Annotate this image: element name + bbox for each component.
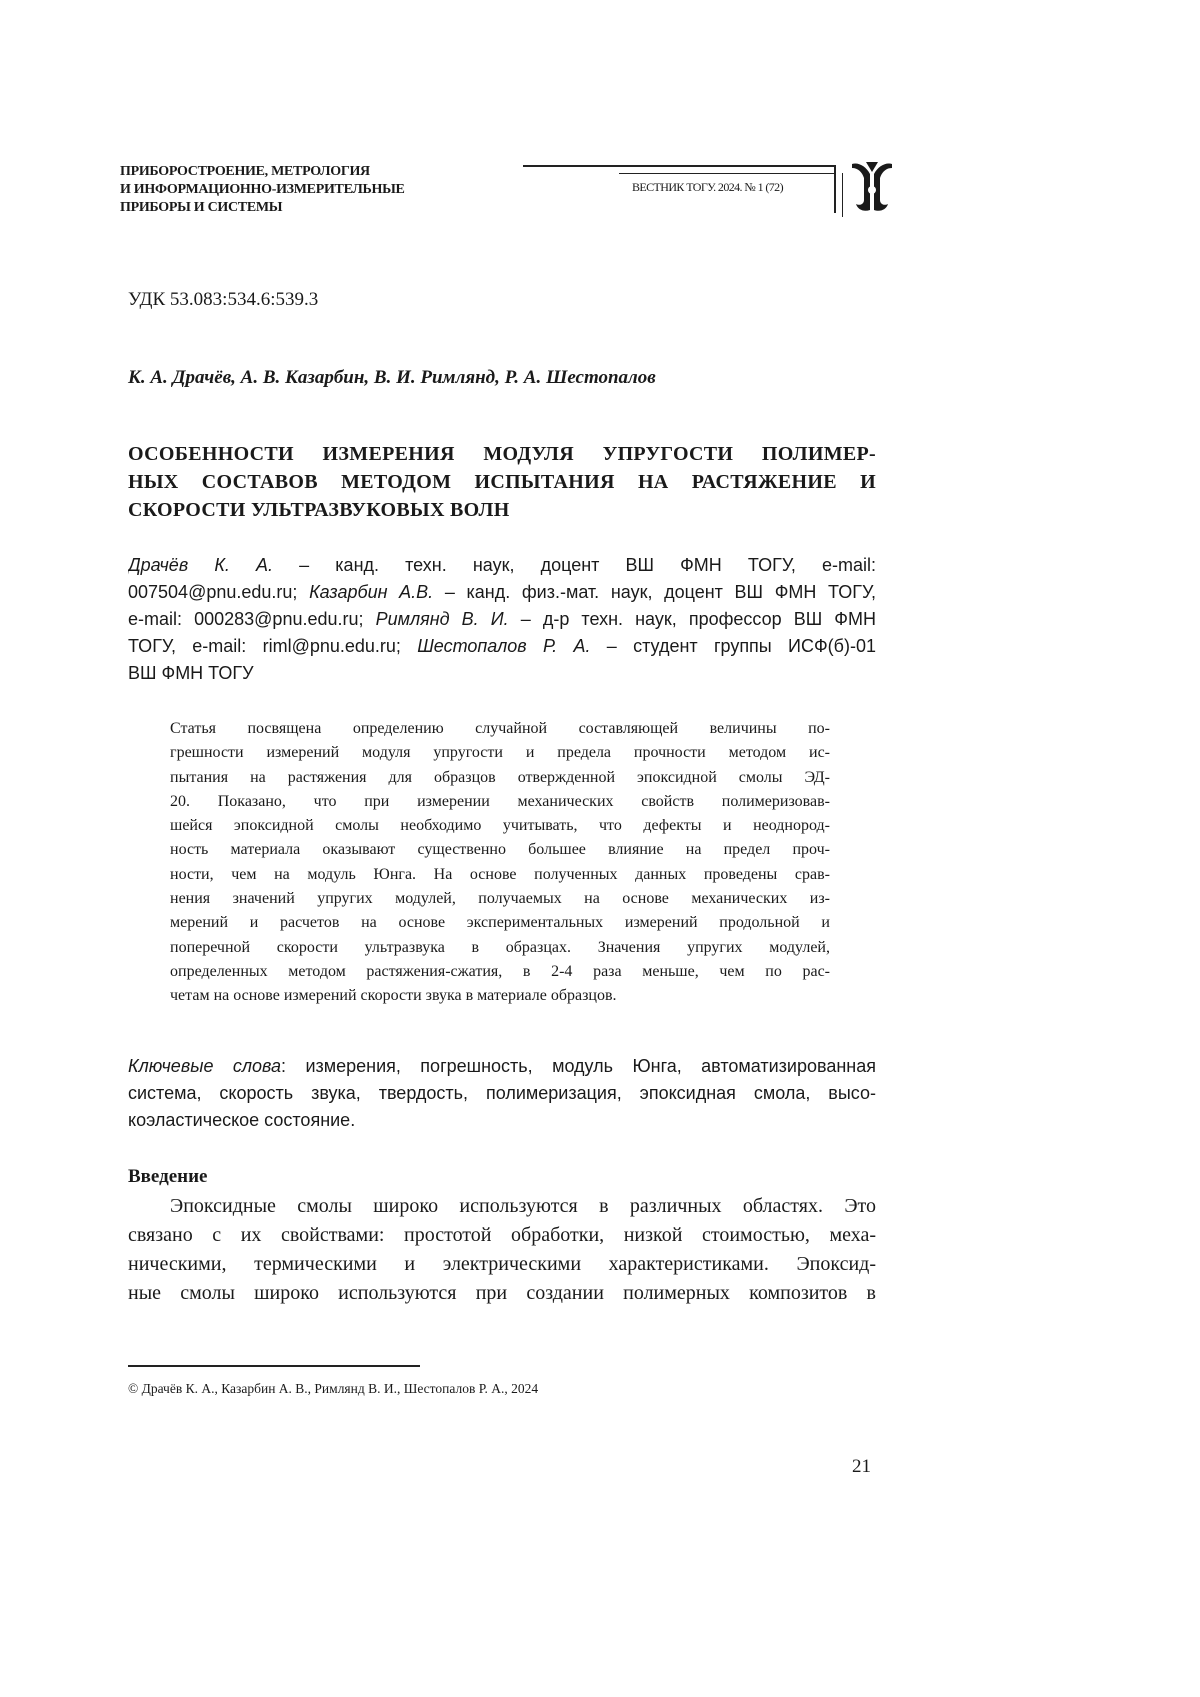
journal-section-header: [120, 163, 460, 217]
keywords-line: [128, 1053, 876, 1080]
togu-logo-icon: [848, 160, 896, 216]
authors: К. А. Драчёв, А. В. Казарбин, В. И. Римлянд, Р. А. Шестопалов: [128, 367, 656, 388]
affiliation-text: – студент группы ИСФ(б)-01: [590, 636, 876, 656]
author-name: Шестопалов Р. А.: [417, 636, 591, 656]
section-line-3: ПРИБОРЫ И СИСТЕМЫ: [120, 200, 283, 215]
abstract-line: шейся эпоксидной смолы необходимо учитывать, что дефекты и неоднород-: [170, 817, 830, 835]
abstract-line: мерений и расчетов на основе экспериментальных измерений продольной и: [170, 914, 830, 932]
affiliation-line: [128, 633, 876, 660]
section-line-2: И ИНФОРМАЦИОННО-ИЗМЕРИТЕЛЬНЫЕ: [120, 182, 405, 197]
title-line: СКОРОСТИ УЛЬТРАЗВУКОВЫХ ВОЛН: [128, 499, 510, 521]
header-rule: [523, 165, 835, 167]
title-line: НЫХ СОСТАВОВ МЕТОДОМ ИСПЫТАНИЯ НА РАСТЯЖЕНИЕ И: [128, 471, 876, 493]
abstract-line: нения значений упругих модулей, получаемых на основе механических из-: [170, 890, 830, 908]
header-divider: [834, 165, 836, 213]
affiliation-line: [128, 579, 876, 606]
author-affiliations: [128, 552, 876, 687]
keywords-text: : измерения, погрешность, модуль Юнга, автоматизированная: [281, 1056, 877, 1076]
article-title: [128, 440, 876, 524]
header-rule-inner: [619, 173, 835, 174]
paragraph-line: ническими, термическими и электрическими характеристиками. Эпоксид-: [128, 1253, 876, 1275]
keywords-label: Ключевые слова: [128, 1056, 282, 1076]
paragraph-line: Эпоксидные смолы широко используются в различных областях. Это: [170, 1195, 876, 1217]
abstract-line: 20. Показано, что при измерении механических свойств полимеризовав-: [170, 792, 830, 810]
header-divider-inner: [842, 173, 843, 217]
section-line-1: ПРИБОРОСТРОЕНИЕ, МЕТРОЛОГИЯ: [120, 164, 370, 179]
affiliation-line: ВШ ФМН ТОГУ: [128, 663, 254, 683]
affiliation-text: – канд. техн. наук, доцент ВШ ФМН ТОГУ, e-mail:: [273, 555, 876, 575]
email: e-mail: 000283@pnu.edu.ru;: [128, 609, 376, 629]
page-number: 21: [852, 1456, 871, 1477]
email: ТОГУ, e-mail: riml@pnu.edu.ru;: [128, 636, 418, 656]
author-name: Римлянд В. И.: [375, 609, 509, 629]
introduction-paragraph: [128, 1192, 876, 1308]
udk-code: УДК 53.083:534.6:539.3: [128, 289, 319, 310]
abstract-line: четам на основе измерений скорости звука в материале образцов.: [170, 987, 617, 1005]
journal-issue: ВЕСТНИК ТОГУ. 2024. № 1 (72): [632, 180, 783, 194]
abstract-line: поперечной скорости ультразвука в образцах. Значения упругих модулей,: [170, 938, 830, 956]
paragraph-line: связано с их свойствами: простотой обработки, низкой стоимостью, меха-: [128, 1224, 876, 1246]
section-heading-introduction: Введение: [128, 1166, 208, 1187]
abstract-line: ность материала оказывают существенно большее влияние на предел проч-: [170, 841, 830, 859]
email: 007504@pnu.edu.ru;: [128, 582, 310, 602]
affiliation-line: [128, 552, 876, 579]
author-name: Казарбин А.В.: [309, 582, 434, 602]
title-line: ОСОБЕННОСТИ ИЗМЕРЕНИЯ МОДУЛЯ УПРУГОСТИ ПОЛИМЕР-: [128, 443, 876, 465]
abstract-line: пытания на растяжения для образцов отвержденной эпоксидной смолы ЭД-: [170, 768, 830, 786]
abstract-line: грешности измерений модуля упругости и предела прочности методом ис-: [170, 744, 830, 762]
affiliation-line: [128, 606, 876, 633]
abstract-line: определенных методом растяжения-сжатия, в 2-4 раза меньше, чем по рас-: [170, 962, 830, 980]
paragraph-line: ные смолы широко используются при создании полимерных композитов в: [128, 1282, 876, 1304]
copyright-footnote: © Драчёв К. А., Казарбин А. В., Римлянд В. И., Шестопалов Р. А., 2024: [128, 1381, 539, 1396]
keywords: [128, 1053, 876, 1134]
keywords-line: коэластическое состояние.: [128, 1110, 356, 1130]
footnote-separator: [128, 1365, 420, 1367]
affiliation-text: – д-р техн. наук, профессор ВШ ФМН: [508, 609, 876, 629]
abstract-line: Статья посвящена определению случайной составляющей величины по-: [170, 720, 830, 737]
abstract: [170, 717, 830, 1009]
keywords-line: система, скорость звука, твердость, полимеризация, эпоксидная смола, высо-: [128, 1083, 876, 1103]
affiliation-text: – канд. физ.-мат. наук, доцент ВШ ФМН ТОГУ,: [433, 582, 876, 602]
author-name: Драчёв К. А.: [128, 555, 274, 575]
abstract-line: ности, чем на модуль Юнга. На основе полученных данных проведены срав-: [170, 865, 830, 883]
